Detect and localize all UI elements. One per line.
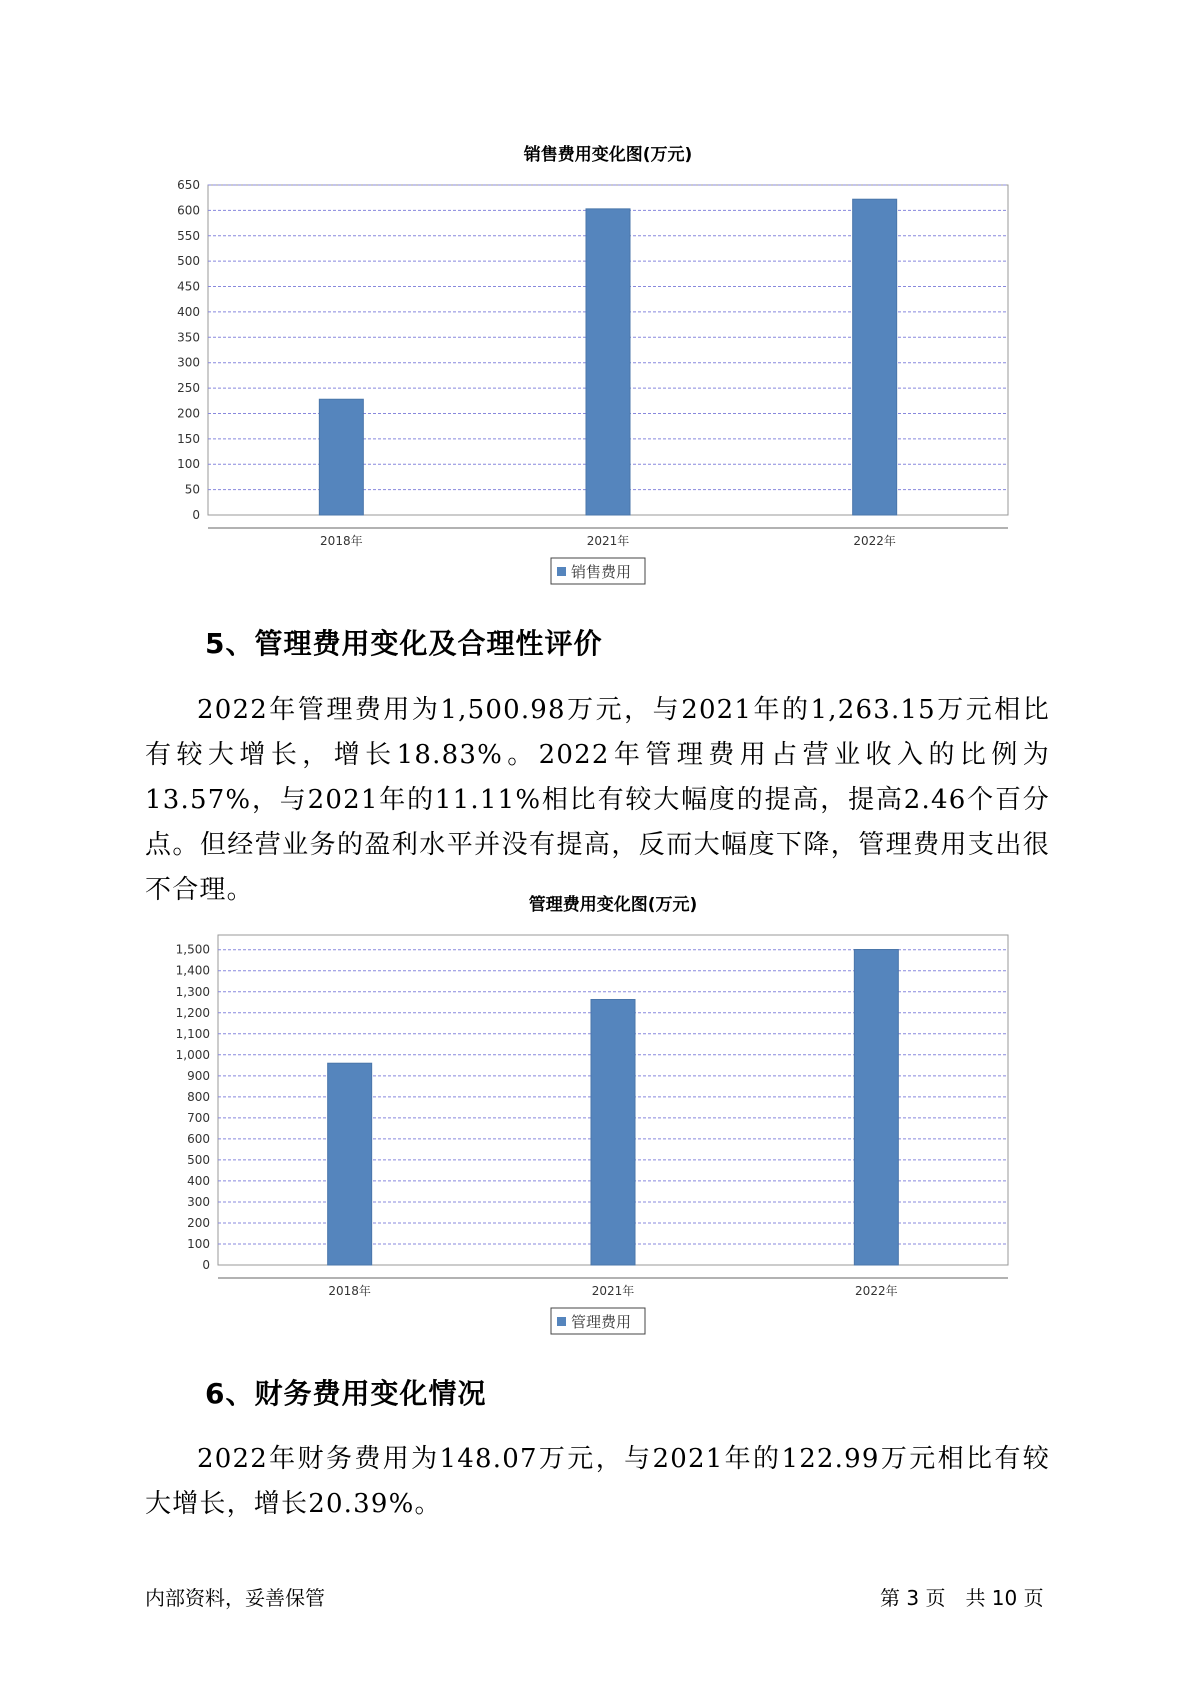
legend-swatch — [557, 1317, 566, 1326]
y-tick-label: 50 — [184, 482, 200, 497]
y-tick-label: 1,100 — [175, 1026, 210, 1041]
y-tick-label: 150 — [177, 431, 200, 446]
y-tick-label: 600 — [177, 203, 200, 218]
bar — [853, 199, 897, 515]
bar — [591, 999, 635, 1265]
chart-title: 管理费用变化图(万元) — [528, 895, 698, 915]
y-tick-label: 600 — [187, 1131, 210, 1146]
bar — [586, 209, 630, 515]
footer-right: 第 3 页 共 10 页 — [880, 1586, 1044, 1610]
y-tick-label: 400 — [187, 1173, 210, 1188]
footer-left: 内部资料，妥善保管 — [145, 1586, 325, 1610]
legend-label: 管理费用 — [571, 1313, 632, 1331]
y-tick-label: 300 — [187, 1194, 210, 1209]
chart-title: 销售费用变化图(万元) — [523, 145, 693, 165]
y-tick-label: 650 — [177, 178, 200, 192]
y-tick-label: 1,400 — [175, 963, 210, 978]
y-tick-label: 1,000 — [175, 1047, 210, 1062]
y-tick-label: 1,300 — [175, 984, 210, 999]
y-tick-label: 0 — [202, 1258, 210, 1272]
legend-label: 销售费用 — [571, 563, 632, 581]
y-tick-label: 250 — [177, 381, 200, 396]
y-tick-label: 0 — [192, 508, 200, 522]
section-5-heading: 5、管理费用变化及合理性评价 — [205, 627, 603, 660]
y-tick-label: 100 — [187, 1236, 210, 1251]
y-tick-label: 300 — [177, 355, 200, 370]
y-tick-label: 100 — [177, 457, 200, 472]
y-tick-label: 200 — [187, 1215, 210, 1230]
legend-swatch — [557, 567, 566, 576]
section-6-heading: 6、财务费用变化情况 — [205, 1377, 487, 1410]
admin-expense-chart — [0, 880, 1191, 1350]
y-tick-label: 550 — [177, 228, 200, 243]
x-tick-label: 2018年 — [328, 1284, 371, 1298]
y-tick-label: 400 — [177, 304, 200, 319]
section-6-paragraph: 2022年财务费用为148.07万元，与2021年的122.99万元相比有较大增长，增长20.39%。 — [145, 1444, 1050, 1519]
y-tick-label: 800 — [187, 1089, 210, 1104]
sales-expense-chart — [0, 130, 1191, 600]
y-tick-label: 450 — [177, 279, 200, 294]
x-tick-label: 2022年 — [855, 1284, 898, 1298]
x-tick-label: 2021年 — [586, 534, 630, 548]
y-tick-label: 1,200 — [175, 1005, 210, 1020]
y-tick-label: 500 — [187, 1152, 210, 1167]
y-tick-label: 900 — [187, 1068, 210, 1083]
y-tick-label: 350 — [177, 330, 200, 345]
bar — [319, 399, 363, 515]
y-tick-label: 1,500 — [175, 942, 210, 957]
y-tick-label: 200 — [177, 406, 200, 421]
bar — [854, 950, 898, 1265]
y-tick-label: 700 — [187, 1110, 210, 1125]
x-tick-label: 2021年 — [591, 1284, 635, 1298]
section-5-paragraph: 2022年管理费用为1,500.98万元，与2021年的1,263.15万元相比有较大增长，增长18.83%。2022年管理费用占营业收入的比例为13.57%，与2021年的11.11%相比有较大幅度的提高，提高2.46个百分点。但经营业务的盈利水平并没有提高，反而大幅度下降，管理费用支出很不合理。 — [145, 695, 1050, 905]
x-tick-label: 2022年 — [853, 534, 896, 548]
bar — [328, 1063, 372, 1265]
x-tick-label: 2018年 — [320, 534, 363, 548]
y-tick-label: 500 — [177, 254, 200, 269]
